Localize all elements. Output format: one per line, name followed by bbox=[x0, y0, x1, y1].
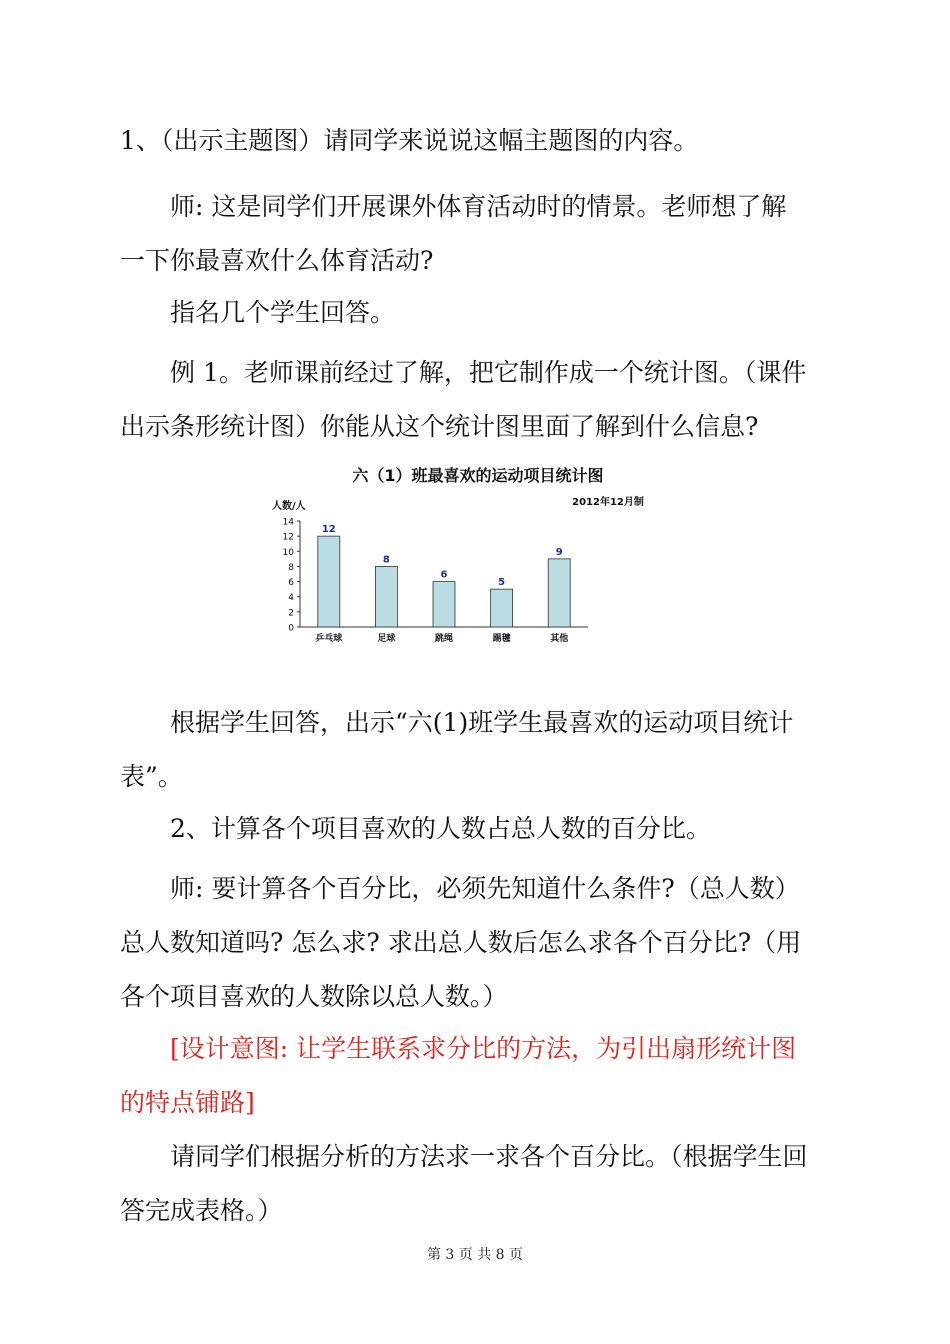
y-tick-label: 12 bbox=[282, 532, 294, 543]
chart-title: 六（1）班最喜欢的运动项目统计图 bbox=[352, 466, 604, 485]
x-tick-label: 踢毽 bbox=[492, 634, 511, 644]
y-tick-label: 0 bbox=[288, 623, 294, 634]
bar-value-label: 5 bbox=[498, 577, 506, 589]
bar bbox=[318, 536, 340, 627]
paragraph-1: 1、（出示主题图）请同学来说说这幅主题图的内容。 bbox=[120, 126, 699, 155]
y-tick-label: 4 bbox=[288, 593, 294, 604]
y-tick-label: 10 bbox=[282, 547, 294, 558]
y-axis-label: 人数/人 bbox=[272, 501, 306, 512]
paragraph-3: 指名几个学生回答。 bbox=[120, 298, 396, 327]
x-tick-label: 乒乓球 bbox=[315, 634, 343, 644]
y-tick-label: 6 bbox=[288, 578, 294, 589]
y-tick-label: 8 bbox=[288, 562, 294, 573]
bar bbox=[433, 582, 455, 627]
paragraph-6: 2、计算各个项目喜欢的人数占总人数的百分比。 bbox=[120, 814, 711, 843]
bar bbox=[548, 559, 570, 627]
paragraph-2: 师: 这是同学们开展课外体育活动时的情景。老师想了解一下你最喜欢什么体育活动? bbox=[120, 192, 787, 275]
chart-subtitle: 2012年12月制 bbox=[572, 497, 644, 508]
design-intent-note: [设计意图: 让学生联系求分比的方法，为引出扇形统计图的特点铺路] bbox=[120, 1034, 797, 1117]
paragraph-8: 请同学们根据分析的方法求一求各个百分比。（根据学生回答完成表格。） bbox=[120, 1142, 808, 1225]
bar-value-label: 12 bbox=[321, 524, 336, 536]
paragraph-5: 根据学生回答，出示“六(1)班学生最喜欢的运动项目统计表”。 bbox=[120, 708, 794, 791]
bar-chart bbox=[268, 455, 688, 655]
paragraph-7: 师: 要计算各个百分比，必须先知道什么条件?（总人数）总人数知道吗? 怎么求? 求出总人数后怎么求各个百分比?（用各个项目喜欢的人数除以总人数。） bbox=[120, 874, 802, 1011]
x-tick-label: 跳绳 bbox=[434, 634, 454, 644]
page-footer: 第 3 页 共 8 页 bbox=[426, 1247, 524, 1263]
bar-chart-svg bbox=[268, 455, 688, 655]
bar bbox=[491, 589, 513, 627]
bar-value-label: 8 bbox=[382, 554, 390, 566]
x-tick-label: 足球 bbox=[377, 634, 396, 644]
bar-value-label: 9 bbox=[555, 546, 563, 558]
y-tick-label: 14 bbox=[282, 517, 294, 528]
bar bbox=[375, 566, 397, 627]
bar-value-label: 6 bbox=[440, 569, 448, 581]
y-tick-label: 2 bbox=[288, 608, 294, 619]
paragraph-4: 例 1。老师课前经过了解，把它制作成一个统计图。（课件出示条形统计图）你能从这个统计图里面了解到什么信息? bbox=[120, 358, 807, 441]
x-tick-label: 其他 bbox=[550, 634, 569, 644]
